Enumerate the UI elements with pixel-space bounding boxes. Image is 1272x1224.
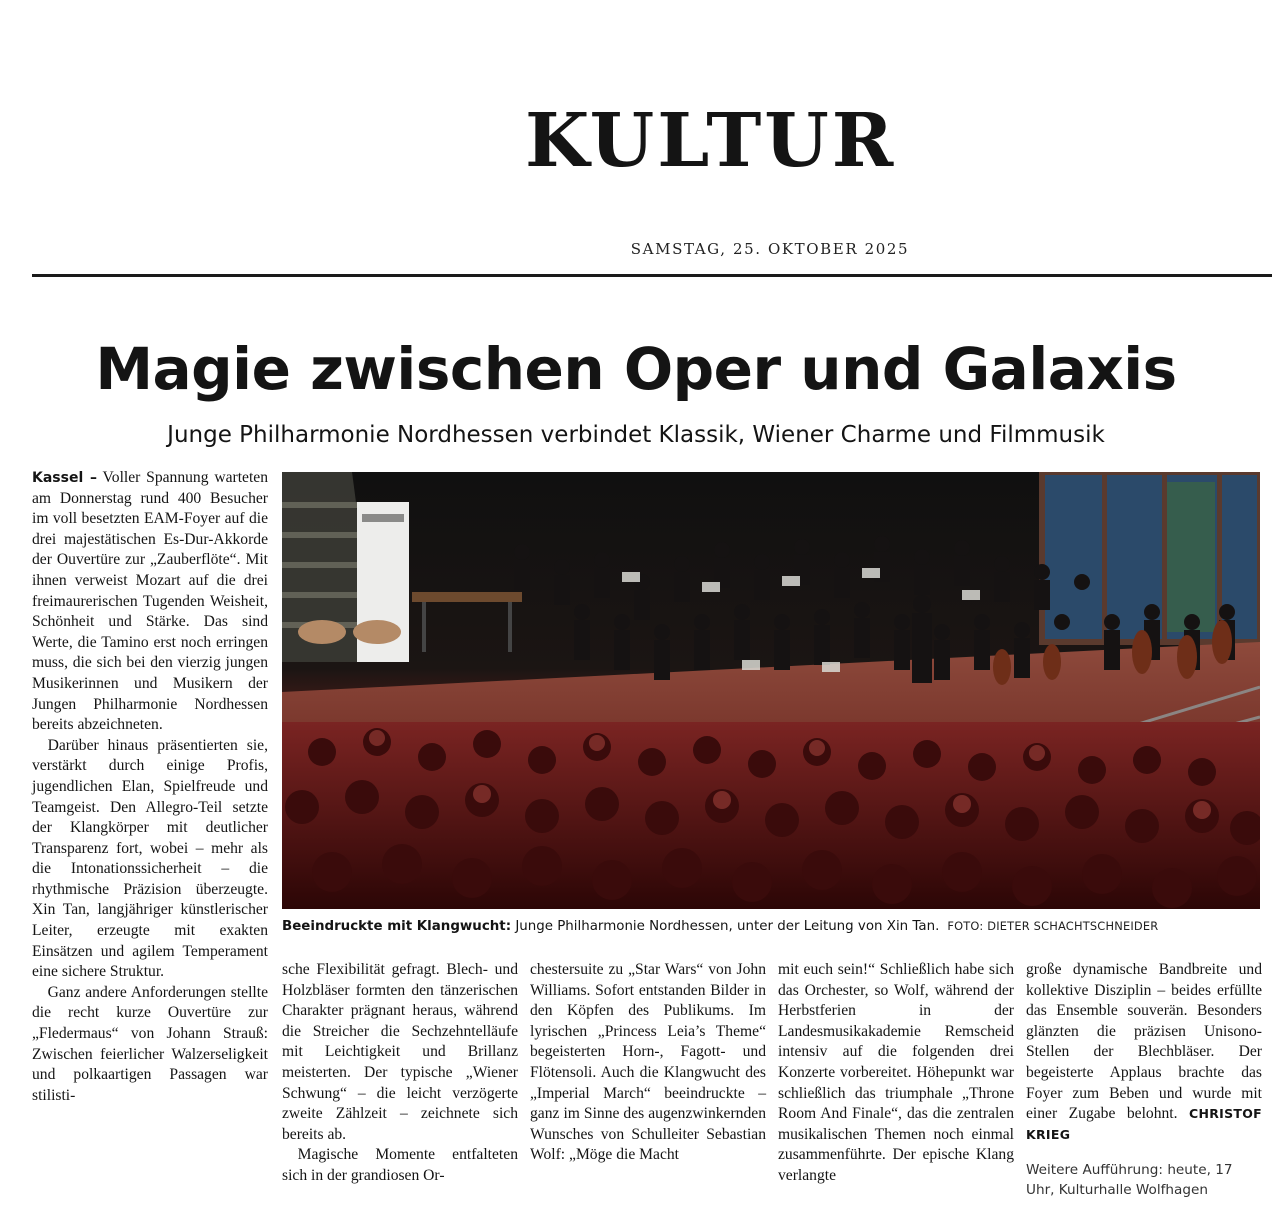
- author-byline: CHRISTOF KRIEG: [1026, 1106, 1262, 1142]
- orchestra-photo-illustration: [282, 472, 1260, 909]
- article-subheadline: Junge Philharmonie Nordhessen verbindet Klassik, Wiener Charme und Filmmusik: [167, 422, 1105, 448]
- article-paragraph: Magische Momente entfalteten sich in der grandiosen Or-: [282, 1146, 518, 1184]
- photo-caption: [282, 916, 1262, 937]
- paragraph-text: Voller Spannung warteten am Donnerstag rund 400 Besucher im voll besetzten EAM-Foyer auf die drei majestätischen Es-Dur-Akkorde der Ouvertüre zur „Zauberflöte“. Mit ihnen verweist Mozart auf die drei freimaurerischen Tugenden Weisheit, Schönheit und Stärke. Das sind Werte, die Tamino erst noch erringen muss, die sich bei den vierzig jungen Musikerinnen und Musikern der Jungen Philharmonie Nordhessen bereits abzeichneten.: [32, 469, 268, 734]
- article-headline: Magie zwischen Oper und Galaxis: [95, 335, 1177, 403]
- article-paragraph: Darüber hinaus präsentierten sie, verstärkt durch einige Profis, jugendlichen Elan, Spielfreude und Teamgeist. Den Allegro-Teil setzte der Klangkörper mit deutlicher Transparenz fort, wobei – mehr als die Intonationssicherheit – die rhythmische Präzision überzeugte. Xin Tan, langjähriger künstlerischer Leiter, erzeugte mit exakten Einsätzen und agilem Temperament eine sichere Struktur.: [32, 736, 268, 981]
- article-column-2: [282, 960, 518, 1187]
- issue-date: SAMSTAG, 25. OKTOBER 2025: [630, 240, 910, 258]
- article-location: Kassel –: [32, 470, 98, 486]
- article-paragraph: chestersuite zu „Star Wars“ von John Williams. Sofort entstanden Bilder in den Köpfen des Publikums. Im lyrischen „Princess Leia’s Theme“ begeisterten Horn-, Fagott- und Flötensoli. Auch die Klangwucht des „Imperial March“ beeindruckte – ganz im Sinne des augenzwinkernden Wunsches von Schulleiter Sebastian Wolf: „Möge die Macht: [530, 961, 766, 1164]
- section-title: KULTUR: [525, 98, 897, 184]
- photo-credit: FOTO: DIETER SCHACHTSCHNEIDER: [947, 919, 1159, 933]
- article-paragraph: sche Flexibilität gefragt. Blech- und Holzbläser formten den tänzerischen Charakter prägnant heraus, während die Streicher die Sechzehntelläufe mit Leichtigkeit und Brillanz meisterten. Der typische „Wiener Schwung“ – die leicht verzögerte zweite Zählzeit – zeichnete sich bereits ab.: [282, 961, 518, 1143]
- article-paragraph: mit euch sein!“ Schließlich habe sich das Orchester, so Wolf, während der Herbstferien in der Landesmusikakademie Remscheid intensiv auf die folgenden drei Konzerte vorbereitet. Höhepunkt war schließlich das triumphale „Throne Room And Finale“, das die zentralen musikalischen Themen noch einmal zusammenführte. Der epische Klang verlangte: [778, 961, 1014, 1184]
- caption-text: Junge Philharmonie Nordhessen, unter der Leitung von Xin Tan.: [511, 919, 940, 934]
- info-box: Weitere Aufführung: heute, 17 Uhr, Kulturhalle Wolfhagen: [1026, 1162, 1233, 1198]
- header-rule: [32, 274, 1272, 277]
- paragraph-text: große dynamische Bandbreite und kollektive Disziplin – beides erfüllte das Ensemble souverän. Besonders glänzten die präzisen Unisono-Stellen der Blechbläser. Der begeisterte Applaus brachte das Foyer zum Beben und wurde mit einer Zugabe belohnt.: [1026, 961, 1262, 1123]
- caption-lead: Beeindruckte mit Klangwucht:: [282, 919, 512, 934]
- article-column-5: [1026, 960, 1262, 1145]
- article-column-1: [32, 468, 268, 1106]
- article-column-3: [530, 960, 766, 1166]
- orchestra-photo: [282, 472, 1260, 909]
- article-paragraph: [32, 468, 268, 736]
- article-paragraph: Ganz andere Anforderungen stellte die recht kurze Ouvertüre zur „Fledermaus“ von Johann Strauß: Zwischen feierlicher Walzerseligkeit und polkaartigen Passagen war stilisti-: [32, 983, 268, 1104]
- article-column-4: [778, 960, 1014, 1187]
- article-paragraph: [1026, 960, 1262, 1145]
